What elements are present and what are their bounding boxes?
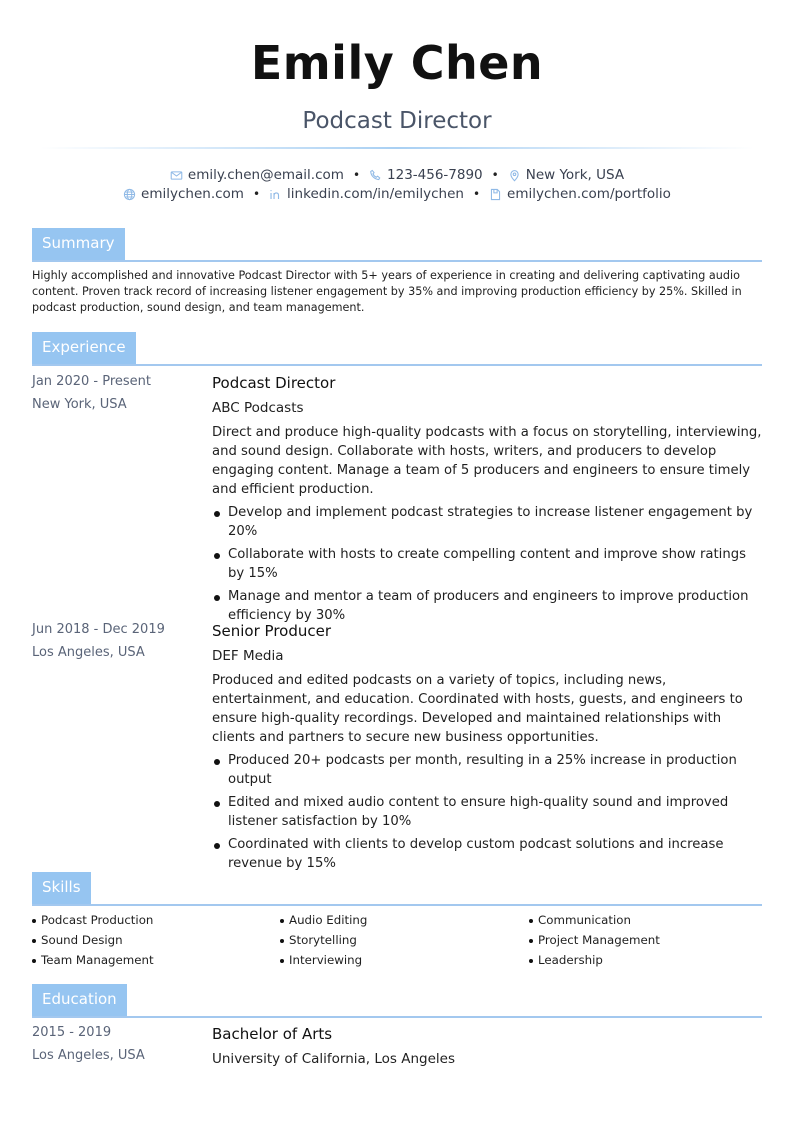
skill-item: Audio Editing	[280, 912, 529, 928]
location-icon	[508, 169, 521, 182]
skills-heading: Skills	[32, 872, 91, 904]
candidate-title: Podcast Director	[302, 108, 492, 134]
contact-separator: •	[252, 187, 261, 201]
job-title: Senior Producer	[212, 622, 332, 640]
education-section-header	[32, 984, 762, 1018]
job-bullets	[212, 503, 762, 625]
header-divider	[40, 147, 754, 149]
skills-grid	[32, 912, 762, 968]
phone-icon	[369, 169, 382, 182]
portfolio-icon	[489, 188, 502, 201]
job-bullets	[212, 751, 762, 873]
contact-row-1	[0, 167, 794, 183]
contact-location	[508, 167, 624, 183]
job-bullet: Develop and implement podcast strategies to increase listener engagement by 20%	[212, 503, 762, 541]
email-text: emily.chen@email.com	[187, 167, 344, 183]
job-company: ABC Podcasts	[212, 400, 304, 416]
job-description: Direct and produce high-quality podcasts with a focus on storytelling, interviewing, and sound design. Collaborate with hosts, writers, and producers to develop engaging content. Manage a team of 5 producers and engineers to ensure timely and efficient production.	[212, 425, 762, 497]
website-text: emilychen.com	[141, 186, 244, 202]
linkedin-icon	[269, 188, 282, 201]
job-bullet: Collaborate with hosts to create compelling content and improve show ratings by 15%	[212, 545, 762, 583]
job-bullet: Manage and mentor a team of producers and engineers to improve production efficiency by 30%	[212, 587, 762, 625]
skill-item: Team Management	[32, 952, 280, 968]
skill-item: Project Management	[529, 932, 762, 948]
skill-item: Podcast Production	[32, 912, 280, 928]
summary-heading: Summary	[32, 228, 125, 260]
experience-section-header	[32, 332, 762, 366]
contact-portfolio[interactable]	[489, 186, 671, 202]
candidate-name: Emily Chen	[250, 36, 544, 90]
skill-item: Leadership	[529, 952, 762, 968]
contact-separator: •	[491, 168, 499, 182]
portfolio-text: emilychen.com/portfolio	[507, 186, 671, 202]
job-date: Jan 2020 - Present	[32, 374, 151, 389]
job-bullet: Coordinated with clients to develop custom podcast solutions and increase revenue by 15%	[212, 835, 762, 873]
contact-separator: •	[472, 187, 481, 201]
skills-section-header	[32, 872, 762, 906]
skill-item: Sound Design	[32, 932, 280, 948]
summary-text: Highly accomplished and innovative Podcast Director with 5+ years of experience in creating and delivering captivating audio content. Proven track record of increasing listener engagement by 35% and improving production efficiency by 25%. Skilled in podcast production, sound design, and team management.	[32, 269, 742, 314]
summary-section-header	[32, 228, 762, 262]
globe-icon	[123, 188, 136, 201]
contact-row-2	[0, 186, 794, 202]
job-location: New York, USA	[32, 397, 127, 412]
skill-item: Storytelling	[280, 932, 529, 948]
contact-phone[interactable]	[369, 167, 483, 183]
linkedin-text: linkedin.com/in/emilychen	[287, 186, 464, 202]
job-bullet: Edited and mixed audio content to ensure high-quality sound and improved listener satisfaction by 10%	[212, 793, 762, 831]
email-icon	[170, 169, 183, 182]
skill-item: Communication	[529, 912, 762, 928]
job-bullet: Produced 20+ podcasts per month, resulting in a 25% increase in production output	[212, 751, 762, 789]
education-location: Los Angeles, USA	[32, 1048, 145, 1063]
job-location: Los Angeles, USA	[32, 645, 145, 660]
education-heading: Education	[32, 984, 127, 1016]
experience-heading: Experience	[32, 332, 136, 364]
job-description: Produced and edited podcasts on a variety of topics, including news, entertainment, and education. Coordinated with hosts, guests, and engineers to ensure high-quality recordings. Developed and maintained relationships with clients and partners to secure new business opportunities.	[212, 673, 743, 745]
skill-item: Interviewing	[280, 952, 529, 968]
education-date: 2015 - 2019	[32, 1025, 112, 1040]
contact-email[interactable]	[170, 167, 344, 183]
contact-linkedin[interactable]	[269, 186, 464, 202]
job-company: DEF Media	[212, 648, 284, 664]
contact-website[interactable]	[123, 186, 244, 202]
education-degree: Bachelor of Arts	[212, 1025, 333, 1043]
phone-text: 123-456-7890	[387, 167, 483, 183]
job-title: Podcast Director	[212, 374, 336, 392]
education-school: University of California, Los Angeles	[212, 1051, 456, 1067]
location-text: New York, USA	[525, 167, 625, 183]
contact-separator: •	[352, 168, 361, 182]
job-date: Jun 2018 - Dec 2019	[32, 622, 165, 637]
